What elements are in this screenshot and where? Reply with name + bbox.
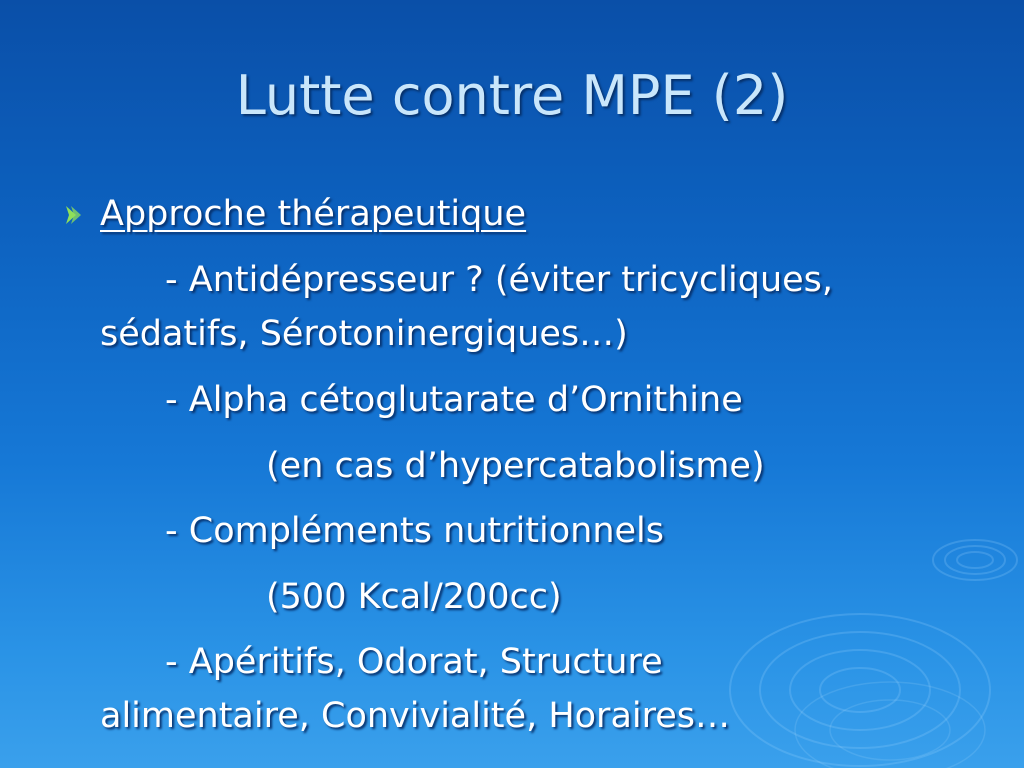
text-line-complements: - Compléments nutritionnels	[165, 511, 664, 551]
text-line-sedatifs: sédatifs, Sérotoninergiques…)	[100, 314, 628, 354]
chevron-right-icon	[62, 203, 86, 227]
bullet-heading: Approche thérapeutique	[100, 194, 527, 234]
text-line-kcal: (500 Kcal/200cc)	[266, 577, 562, 617]
text-line-alimentaire: alimentaire, Convivialité, Horaires…	[100, 696, 730, 736]
text-line-hypercatabolisme: (en cas d’hypercatabolisme)	[266, 446, 765, 486]
text-line-aperitifs: - Apéritifs, Odorat, Structure	[165, 642, 663, 682]
slide-title: Lutte contre MPE (2)	[235, 64, 789, 127]
text-line-alpha: - Alpha cétoglutarate d’Ornithine	[165, 380, 743, 420]
text-line-antidepresseur: - Antidépresseur ? (éviter tricycliques,	[165, 260, 834, 300]
